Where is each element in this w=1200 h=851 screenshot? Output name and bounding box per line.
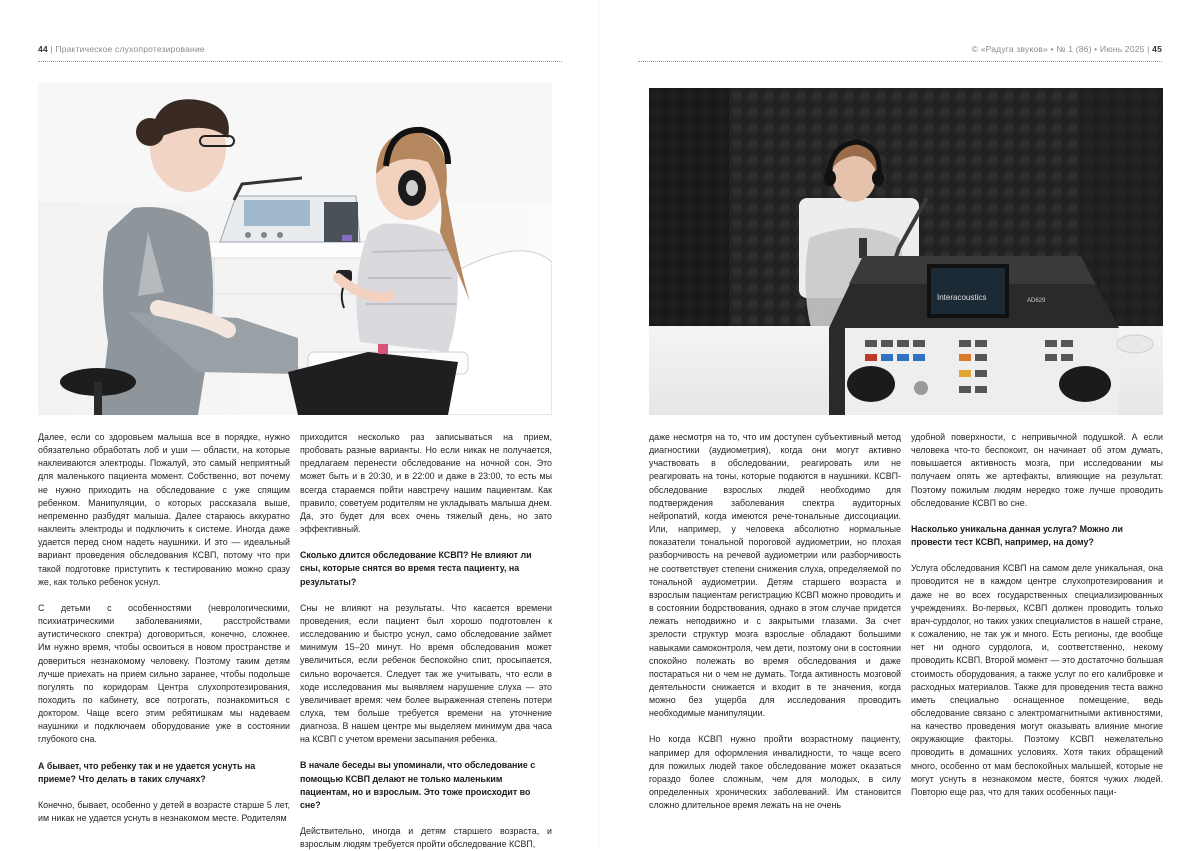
running-head-left — [38, 44, 205, 54]
paragraph: Конечно, бывает, особенно у детей в возрасте старше 5 лет, им никак не удается уснуть в незнакомом месте. Родителям — [38, 799, 290, 824]
header-rule-left — [38, 61, 562, 62]
interview-question: Сколько длится обследование КСВП? Не влияют ли сны, которые снятся во время теста пациенту, на результаты? — [300, 550, 532, 587]
page-number-left: 44 — [38, 44, 48, 54]
section-title: | Практическое слухопротезирование — [50, 44, 205, 54]
interview-question: Насколько уникальна данная услуга? Можно ли провести тест КСВП, например, на дому? — [911, 523, 1123, 548]
interview-question: А бывает, что ребенку так и не удается уснуть на приеме? Что делать в таких случаях? — [38, 760, 256, 784]
paragraph: Действительно, иногда и детям старшего возраста, и взрослым людям требуется пройти обследование КСВП, — [300, 826, 552, 850]
photo-audiologist-with-girl — [38, 82, 552, 415]
left-page — [0, 0, 600, 849]
paragraph: Сны не влияют на результаты. Что касается времени проведения, если пациент был хорошо подготовлен к исследованию и быстро уснул, само обследование займет минимум 15–20 минут. Но время обследования может увеличиться, если ребенок беспокойно спит, просыпается, сильно ворочается. Следует так же учитывать, что если в ходе исследования мы выявляем нарушение слуха — это увеличивает время: чем более выраженная степень потери слуха, тем больше требуется времени на уточнение диагноза. В нашем центре мы выделяем минимум два часа на КСВП с учетом времени засыпания ребенка. — [300, 602, 552, 745]
right-page-column-2 — [911, 431, 1163, 799]
paragraph: Но когда КСВП нужно пройти возрастному пациенту, например для оформления инвалидности, то чаще всего для пожилых людей такое обследование может оказаться гораздо более сложным, чем для молодых, в силу определенных хронических заболеваний. Им становится сложно длительное время лежать на не очень — [649, 734, 901, 811]
paragraph: удобной поверхности, с непривычной подушкой. А если человека что-то беспокоит, он начинает об этом думать, повышается активность мозга, при исследовании мы получаем опять же артефакты, влияющие на результат. Поэтому пожилым людям нередко тоже лучше проводить обследование КСВП во сне. — [911, 432, 1163, 508]
device-brand-label: Interacoustics — [937, 293, 987, 302]
photo-illustration-left — [38, 82, 552, 415]
paragraph: приходится несколько раз записываться на прием, пробовать разные варианты. Но если никак не получается, предлагаем перенести обследование на ночной сон. Это может быть и в 20:30, и в 22:00 и даже в 23:00, то есть мы всегда стараемся пойти навстречу нашим пациентам. Как правило, советуем родителям не укладывать малыша днем. Да, это будет для всех очень тяжелый день, но зато эффективный. — [300, 432, 552, 535]
right-page-column-1 — [649, 431, 901, 812]
paragraph: С детьми с особенностями (неврологическими, психиатрическими заболеваниями, расстройствами аутистического спектра) договориться, конечно, сложнее. Им нужно время, чтобы освоиться в новом пространстве и довериться незнакомому человеку. Поэтому таким детям лучше приехать на прием сильно заранее, чтобы подольше погулять по коридорам Центра слухопротезирования, походить по кабинету, все потрогать, познакомиться с доктором. Чаще всего этим ребятишкам мы надеваем наушники и подключаем оборудование уже в состоянии глубокого сна. — [38, 602, 290, 745]
photo-booth-audiometer — [649, 88, 1163, 415]
right-page — [600, 0, 1200, 849]
left-page-column-1 — [38, 431, 290, 825]
running-head-right — [972, 44, 1162, 54]
photo-illustration-right — [649, 88, 1163, 415]
left-page-column-2 — [300, 431, 552, 851]
page-number-right: 45 — [1152, 44, 1162, 54]
paragraph: Услуга обследования КСВП на самом деле уникальная, она проводится не в каждом центре слухопротезирования и даже не во всех государственных специализированных учреждениях. Во-первых, КСВП должен проводить только врач-сурдолог, но таких узких специалистов в нашей стране, к сожалению, не так уж и много. Есть регионы, где вообще нет ни одного сурдолога, и, соответственно, некому проводить КСВП. Второй момент — это достаточно большая стоимость оборудования, а также услуг по его калибровке и расходных материалов. Также для проведения теста важно иметь специально оснащенное помещение, ведь обследование связано с электромагнитными активностями, на качество проведения могут оказывать влияние многие окружающие факторы. Поэтому КСВП нежелательно проводить в домашних условиях. Хотя таких обращений много, особенно от мам беспокойных малышей, которые не могут уснуть в незнакомом месте, боятся чужих людей. Повторю еще раз, что для таких особенных паци- — [911, 563, 1163, 797]
device-model-label: AD629 — [1027, 298, 1046, 304]
paragraph: Далее, если со здоровьем малыша все в порядке, нужно обязательно обработать лоб и уши — области, на которые наклеиваются электроды. Пожалуй, это самый неприятный для маленького пациента момент. Собственно, вот почему не нужно приходить на обследование с уже спящим ребенком. Манипуляции, о которых рассказала выше, непременно разбудят малыша. Далее стараюсь аккуратно наклеить электроды и подключить к системе. Иногда даже удается перед сном надеть наушники. И это — идеальный вариант проведения обследования КСВП, потому что при такой подготовке приступить к тестированию можно сразу же, как только ребенок уснул. — [38, 432, 290, 587]
header-rule-right — [638, 61, 1162, 62]
issue-line: © «Радуга звуков» • № 1 (86) • Июнь 2025 | — [971, 44, 1150, 54]
paragraph: даже несмотря на то, что им доступен субъективный метод диагностики (аудиометрия), когда они могут активно участвовать в обследовании, реагировать или не реагировать на тоны, которые подаются в наушники. КСВП-обследование взрослых людей необходимо для подтверждения заболевания спектра аудиторных нейропатий, когда имеются рече-тональные диссоциации. Или, например, у человека абсолютно нормальные показатели тональной пороговой аудиометрии, но плохая разборчивость на речевой аудиометрии или разборчивость не соответствует степени снижения слуха, определяемой по тональной аудиометрии. Детям старшего возраста и взрослым пациентам регистрацию КСВП можно проводить и в состоянии бодрствования, однако в этом случае придется лежать неподвижно и с закрытыми глазами. За счет зрелости структур мозга взрослые обладают большими навыками самоконтроля, чем дети, поэтому они в состоянии спокойно полежать во время обследования и даже постараться ни о чем не думать. Тогда активность мозговой деятельности снижается и входит в те значения, когда можно без ущерба для исследования проводить необходимые манипуляции. — [649, 432, 901, 719]
interview-question: В начале беседы вы упоминали, что обследование с помощью КСВП делают не только маленьким пациентам, но и взрослым. Это тоже происходит во сне? — [300, 760, 536, 810]
